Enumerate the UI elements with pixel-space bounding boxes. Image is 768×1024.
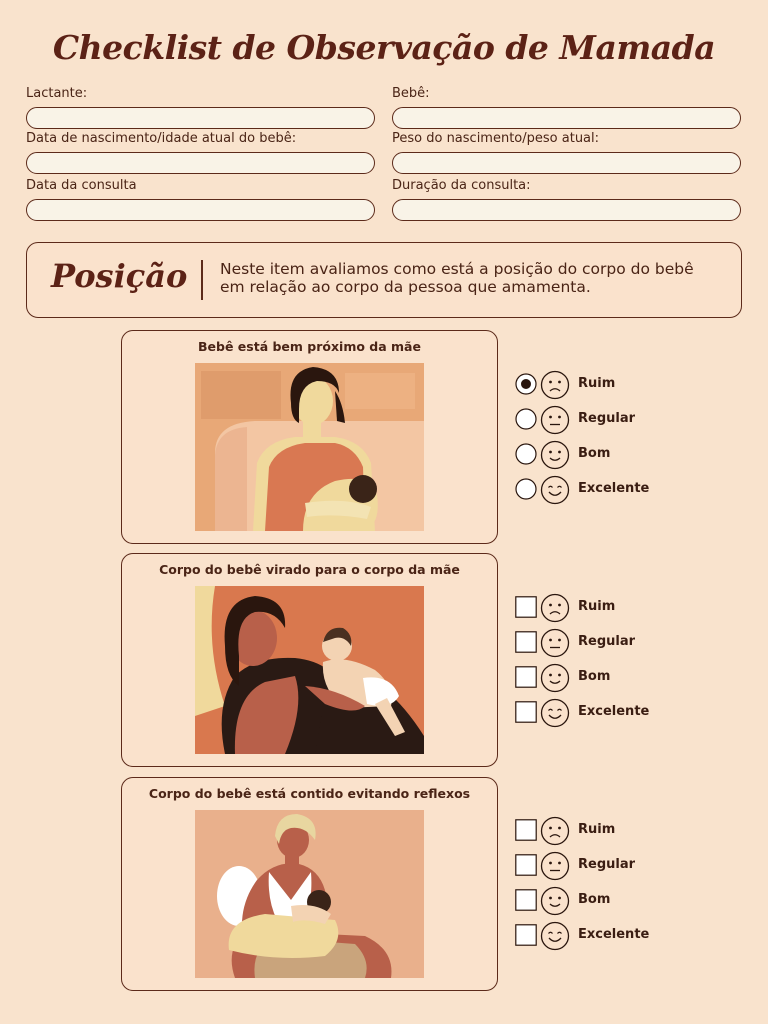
field-birth-date bbox=[26, 131, 375, 174]
breastfeeding-illustration bbox=[195, 586, 424, 754]
rating-option-ruim[interactable] bbox=[515, 816, 715, 844]
rating-option-ruim[interactable] bbox=[515, 370, 715, 398]
very-happy-face-icon bbox=[540, 475, 570, 505]
rating-label: Ruim bbox=[578, 599, 616, 614]
rating-label: Bom bbox=[578, 892, 611, 907]
rating-label: Bom bbox=[578, 669, 611, 684]
happy-face-icon bbox=[540, 440, 570, 470]
checkbox-icon[interactable] bbox=[515, 924, 537, 946]
rating-label: Excelente bbox=[578, 481, 650, 496]
field-label: Data da consulta bbox=[26, 178, 137, 193]
sad-face-icon bbox=[540, 816, 570, 846]
field-bebe bbox=[392, 86, 741, 129]
sad-face-icon bbox=[540, 370, 570, 400]
section-description: Neste item avaliamos como está a posição do corpo do bebê em relação ao corpo da pessoa que amamenta. bbox=[220, 260, 694, 296]
item-card bbox=[121, 330, 498, 544]
section-title: Posição bbox=[51, 257, 188, 295]
radio-icon[interactable] bbox=[515, 478, 537, 500]
rating-label: Ruim bbox=[578, 376, 616, 391]
field-label: Data de nascimento/idade atual do bebê: bbox=[26, 131, 297, 146]
section-header bbox=[26, 242, 742, 318]
field-weight bbox=[392, 131, 741, 174]
item-title: Bebê está bem próximo da mãe bbox=[198, 339, 421, 354]
consult-date-input[interactable] bbox=[26, 199, 375, 221]
page-title: Checklist de Observação de Mamada bbox=[52, 28, 716, 67]
very-happy-face-icon bbox=[540, 698, 570, 728]
neutral-face-icon bbox=[540, 405, 570, 435]
field-lactante bbox=[26, 86, 375, 129]
rating-label: Regular bbox=[578, 411, 636, 426]
radio-selected-icon[interactable] bbox=[515, 373, 537, 395]
checkbox-icon[interactable] bbox=[515, 819, 537, 841]
radio-icon[interactable] bbox=[515, 443, 537, 465]
rating-option-regular[interactable] bbox=[515, 851, 715, 879]
checkbox-icon[interactable] bbox=[515, 596, 537, 618]
rating-label: Excelente bbox=[578, 704, 650, 719]
item-title: Corpo do bebê está contido evitando reflexos bbox=[148, 786, 471, 801]
checkbox-icon[interactable] bbox=[515, 889, 537, 911]
field-consult-date bbox=[26, 178, 375, 221]
item-card bbox=[121, 553, 498, 767]
very-happy-face-icon bbox=[540, 921, 570, 951]
rating-option-ruim[interactable] bbox=[515, 593, 715, 621]
neutral-face-icon bbox=[540, 628, 570, 658]
rating-label: Regular bbox=[578, 634, 636, 649]
checkbox-icon[interactable] bbox=[515, 701, 537, 723]
field-duration bbox=[392, 178, 741, 221]
duration-input[interactable] bbox=[392, 199, 741, 221]
rating-option-bom[interactable] bbox=[515, 886, 715, 914]
rating-option-regular[interactable] bbox=[515, 628, 715, 656]
sad-face-icon bbox=[540, 593, 570, 623]
rating-option-excelente[interactable] bbox=[515, 475, 715, 503]
lactante-input[interactable] bbox=[26, 107, 375, 129]
neutral-face-icon bbox=[540, 851, 570, 881]
birth-date-input[interactable] bbox=[26, 152, 375, 174]
breastfeeding-illustration bbox=[195, 810, 424, 978]
breastfeeding-illustration bbox=[195, 363, 424, 531]
field-label: Lactante: bbox=[26, 86, 88, 101]
field-label: Bebê: bbox=[392, 86, 430, 101]
field-label: Peso do nascimento/peso atual: bbox=[392, 131, 600, 146]
rating-label: Ruim bbox=[578, 822, 616, 837]
rating-option-excelente[interactable] bbox=[515, 698, 715, 726]
checkbox-icon[interactable] bbox=[515, 631, 537, 653]
happy-face-icon bbox=[540, 663, 570, 693]
weight-input[interactable] bbox=[392, 152, 741, 174]
rating-option-excelente[interactable] bbox=[515, 921, 715, 949]
rating-option-bom[interactable] bbox=[515, 663, 715, 691]
checkbox-icon[interactable] bbox=[515, 666, 537, 688]
field-label: Duração da consulta: bbox=[392, 178, 531, 193]
rating-label: Regular bbox=[578, 857, 636, 872]
item-title: Corpo do bebê virado para o corpo da mãe bbox=[159, 562, 460, 577]
rating-option-bom[interactable] bbox=[515, 440, 715, 468]
bebe-input[interactable] bbox=[392, 107, 741, 129]
rating-option-regular[interactable] bbox=[515, 405, 715, 433]
checkbox-icon[interactable] bbox=[515, 854, 537, 876]
happy-face-icon bbox=[540, 886, 570, 916]
rating-label: Excelente bbox=[578, 927, 650, 942]
section-divider bbox=[201, 260, 203, 300]
item-card bbox=[121, 777, 498, 991]
radio-icon[interactable] bbox=[515, 408, 537, 430]
rating-label: Bom bbox=[578, 446, 611, 461]
